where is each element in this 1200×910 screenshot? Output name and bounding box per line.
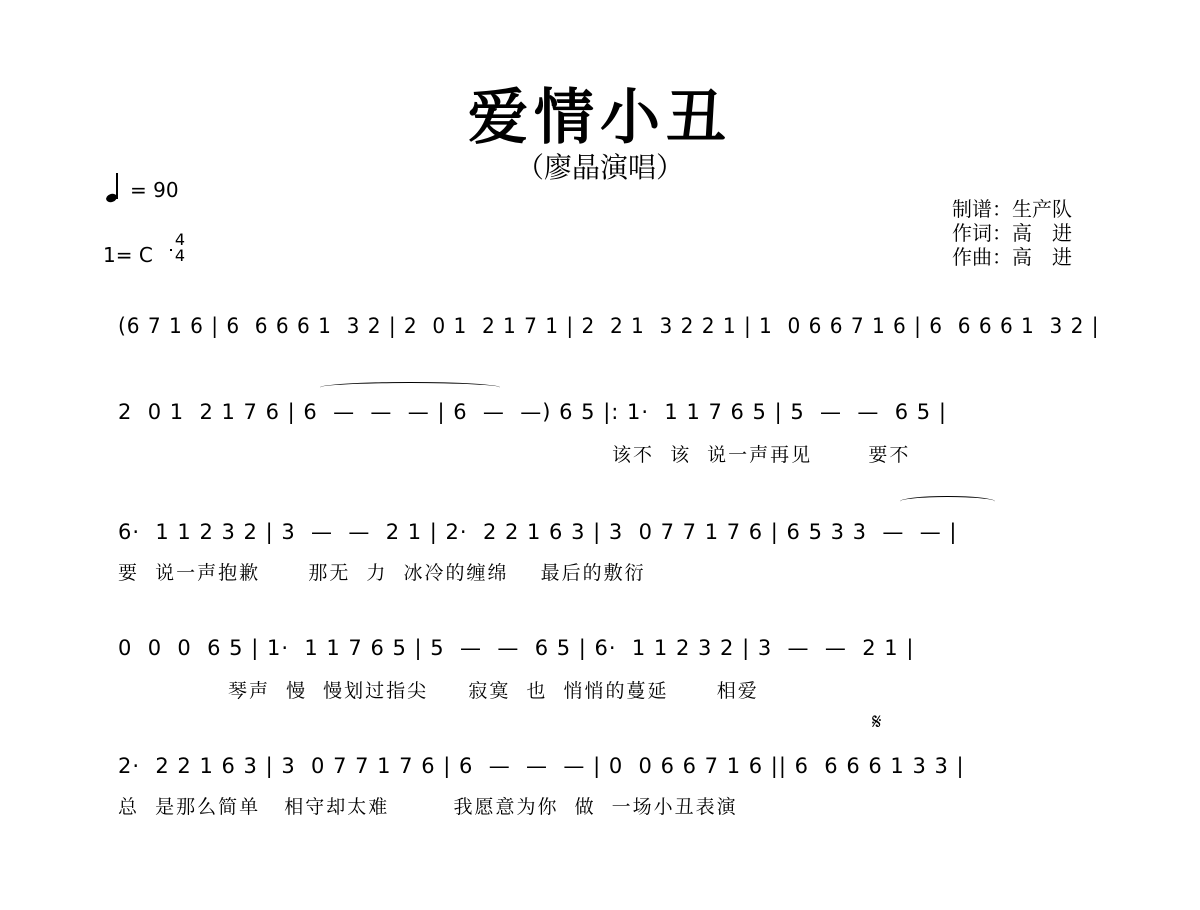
credit-lyricist: 作词：高 进 [952, 221, 1072, 245]
time-signature [170, 232, 190, 264]
lyrics-line-4: 琴声 慢 慢划过指尖 寂寞 也 悄悄的蔓延 相爱 [228, 680, 759, 702]
page-subtitle: （廖晶演唱） [515, 151, 684, 184]
notes-line-1: (6 7 1 6 | 6 6 6 6 1 3 2 | 2 0 1 2 1 7 1 | 2 2 1 3 2 2 1 | 1 0 6 6 7 1 6 | 6 6 6 6 1 3 2 | [118, 314, 1100, 338]
lyrics-line-5: 总 是那么简单 相守却太难 我愿意为你 做 一场小丑表演 [118, 796, 738, 818]
credit-composer: 作曲：高 进 [952, 245, 1072, 269]
lyrics-line-3: 要 说一声抱歉 那无 力 冰冷的缠绵 最后的敷衍 [118, 562, 646, 584]
segno-icon: 𝄋 [872, 710, 882, 735]
notes-line-4: 0 0 0 6 5 | 1· 1 1 7 6 5 | 5 — — 6 5 | 6· 1 1 2 3 2 | 3 — — 2 1 | [118, 636, 915, 660]
credit-transcriber: 制谱：生产队 [952, 197, 1072, 221]
notes-line-2: 2 0 1 2 1 7 6 | 6 — — — | 6 — —) 6 5 |: 1· 1 1 7 6 5 | 5 — — 6 5 | [118, 400, 947, 424]
tempo-marking [106, 172, 179, 202]
meter-bottom: 4 [174, 246, 186, 265]
slur [320, 382, 500, 393]
meter-top: 4 [174, 230, 186, 249]
key-signature: 1= C [103, 243, 153, 267]
page-title: 爱情小丑 [468, 83, 732, 153]
tempo-value: = 90 [130, 178, 179, 202]
notes-line-5: 2· 2 2 1 6 3 | 3 0 7 7 1 7 6 | 6 — — — | 0 0 6 6 7 1 6 || 6 6 6 6 1 3 3 | [118, 754, 965, 778]
quarter-note-icon [106, 172, 120, 202]
lyrics-line-2: 该不 该 说一声再见 要不 [612, 444, 911, 466]
notes-line-3: 6· 1 1 2 3 2 | 3 — — 2 1 | 2· 2 2 1 6 3 | 3 0 7 7 1 7 6 | 6 5 3 3 — — | [118, 520, 958, 544]
score-line-5 [0, 750, 1200, 910]
slur [900, 496, 995, 507]
